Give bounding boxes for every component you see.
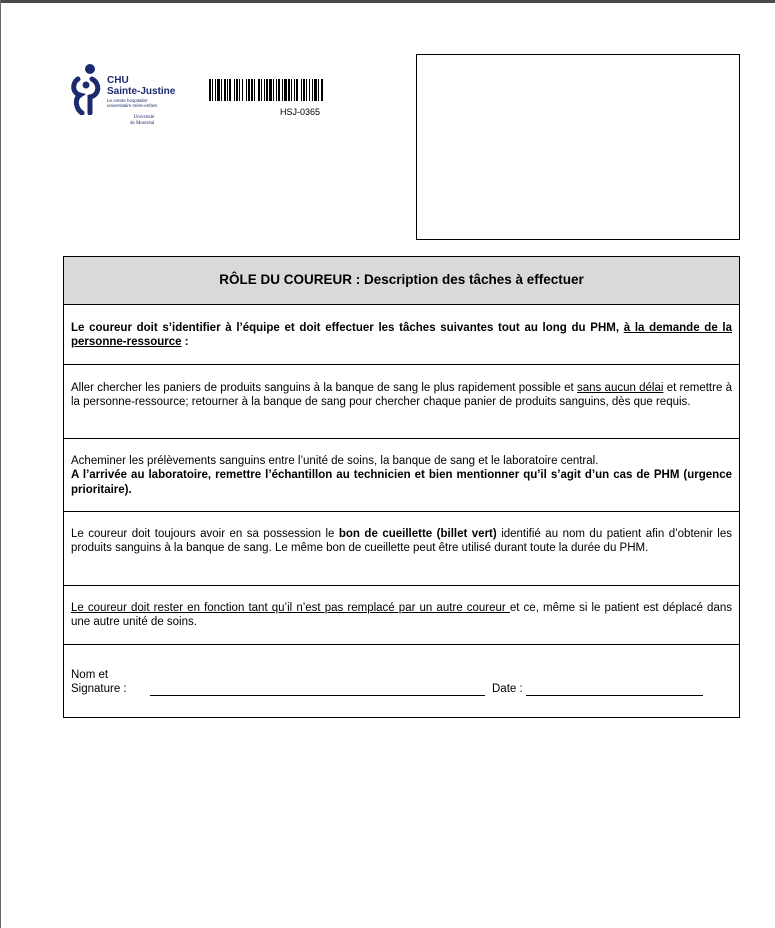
- barcode-bar: [309, 79, 310, 101]
- bon-bold: bon de cueillette (billet vert): [338, 528, 497, 540]
- paniers-underlined: sans aucun délai: [577, 382, 664, 394]
- table-title: [64, 257, 739, 304]
- name-label: Nom et: [71, 669, 109, 681]
- intro-text: Le coureur doit s’identifier à l’équipe et doit effectuer les tâches suivantes tout au long du PHM,: [71, 322, 624, 334]
- mother-child-logo-icon: [70, 63, 104, 115]
- intro-row: [64, 304, 739, 364]
- chu-sainte-justine-logo: [70, 63, 180, 133]
- paniers-text-1: Aller chercher les paniers de produits sanguins à la banque de sang le plus rapidement possible et: [71, 382, 577, 394]
- barcode-bar: [294, 79, 295, 101]
- logo-name-text: Sainte-Justine: [107, 86, 176, 97]
- signature-row: [64, 644, 739, 717]
- table-title-rest: : Description des tâches à effectuer: [351, 272, 584, 288]
- name-signature-label: [71, 668, 127, 696]
- barcode-bar: [251, 79, 253, 101]
- barcode-bar: [234, 79, 235, 101]
- logo-subtitle-line2: universitaire mère-enfant: [107, 103, 157, 108]
- barcode-bar: [212, 79, 213, 101]
- task-row-prelevements: [64, 438, 739, 511]
- task-row-fonction: [64, 585, 739, 644]
- barcode-bar: [254, 79, 255, 101]
- barcode-bar: [246, 79, 247, 101]
- intro-end: :: [181, 336, 189, 349]
- barcode-bar: [278, 79, 280, 101]
- barcode-bar: [221, 79, 222, 101]
- logo-subtitle-line1: Le centre hospitalier: [107, 98, 148, 103]
- barcode-bar: [282, 79, 283, 101]
- udem-line1: Université: [133, 115, 155, 120]
- date-label: Date :: [492, 683, 523, 695]
- barcode-bar: [288, 79, 290, 101]
- signature-label: Signature :: [71, 683, 127, 695]
- barcode-bar: [261, 79, 262, 101]
- barcode-bar: [276, 79, 277, 101]
- barcode-bar: [291, 79, 292, 101]
- barcode-bar: [229, 79, 231, 101]
- barcode-icon: [209, 79, 371, 101]
- bon-text-2: identifié au nom du patient afin d’obtenir les produits sanguins à la banque de sang. Le même bon de cueillette peut être utilisé durant toute la durée du PHM.: [71, 528, 732, 555]
- prelev-text: Acheminer les prélèvements sanguins entre l’unité de soins, la banque de sang et le laboratoire central.: [71, 455, 599, 467]
- page-left-border: [0, 0, 1, 928]
- barcode-bar: [306, 79, 307, 101]
- barcode-bar: [312, 79, 313, 101]
- signature-field[interactable]: [150, 695, 485, 696]
- barcode-bar: [242, 79, 243, 101]
- barcode-bar: [266, 79, 268, 101]
- universite-montreal-mark: [130, 115, 154, 127]
- window-top-border: [0, 0, 775, 3]
- barcode-bar: [258, 79, 260, 101]
- task-row-bon-cueillette: [64, 511, 739, 585]
- barcode-bar: [209, 79, 211, 101]
- barcode-bar: [296, 79, 298, 101]
- fonction-underlined: Le coureur doit rester en fonction tant qu’il n’est pas remplacé par un autre coureur: [71, 602, 510, 614]
- barcode-bar: [303, 79, 305, 101]
- barcode-bar: [301, 79, 302, 101]
- barcode-bar: [273, 79, 274, 101]
- barcode-bar: [217, 79, 220, 101]
- task-row-paniers: [64, 364, 739, 438]
- barcode-bar: [318, 79, 319, 101]
- barcode-bar: [239, 79, 240, 101]
- paniers-text-2: et remettre à la personne-ressource; retourner à la banque de sang pour chercher chaque panier de produits sanguins, dès que requis.: [71, 382, 732, 409]
- runner-role-table: [63, 256, 740, 718]
- barcode-bar: [248, 79, 250, 101]
- bon-text-1: Le coureur doit toujours avoir en sa possession le: [71, 528, 339, 540]
- barcode-bar: [224, 79, 226, 101]
- prelev-bold-text: A l’arrivée au laboratoire, remettre l’échantillon au technicien et bien mentionner qu’il s’agit d’un cas de PHM (urgence prioritaire).: [71, 469, 732, 496]
- barcode-bar: [269, 79, 272, 101]
- udem-line2: de Montréal: [130, 121, 155, 126]
- logo-subtitle: [107, 98, 157, 108]
- barcode-bar: [314, 79, 317, 101]
- barcode-bar: [215, 79, 216, 101]
- barcode-bar: [321, 79, 323, 101]
- table-title-main: RÔLE DU COUREUR: [219, 272, 352, 288]
- barcode-bar: [284, 79, 287, 101]
- form-code: HSJ-0365: [279, 107, 321, 117]
- intro-underlined: à la demande de la personne-ressource: [71, 322, 733, 349]
- barcode-bar: [264, 79, 265, 101]
- barcode-bar: [227, 79, 228, 101]
- patient-sticker-box: [416, 54, 740, 240]
- barcode-bar: [236, 79, 238, 101]
- date-field[interactable]: [526, 695, 703, 696]
- logo-chu-text: CHU: [107, 75, 129, 86]
- fonction-text: et ce, même si le patient est déplacé dans une autre unité de soins.: [71, 602, 732, 629]
